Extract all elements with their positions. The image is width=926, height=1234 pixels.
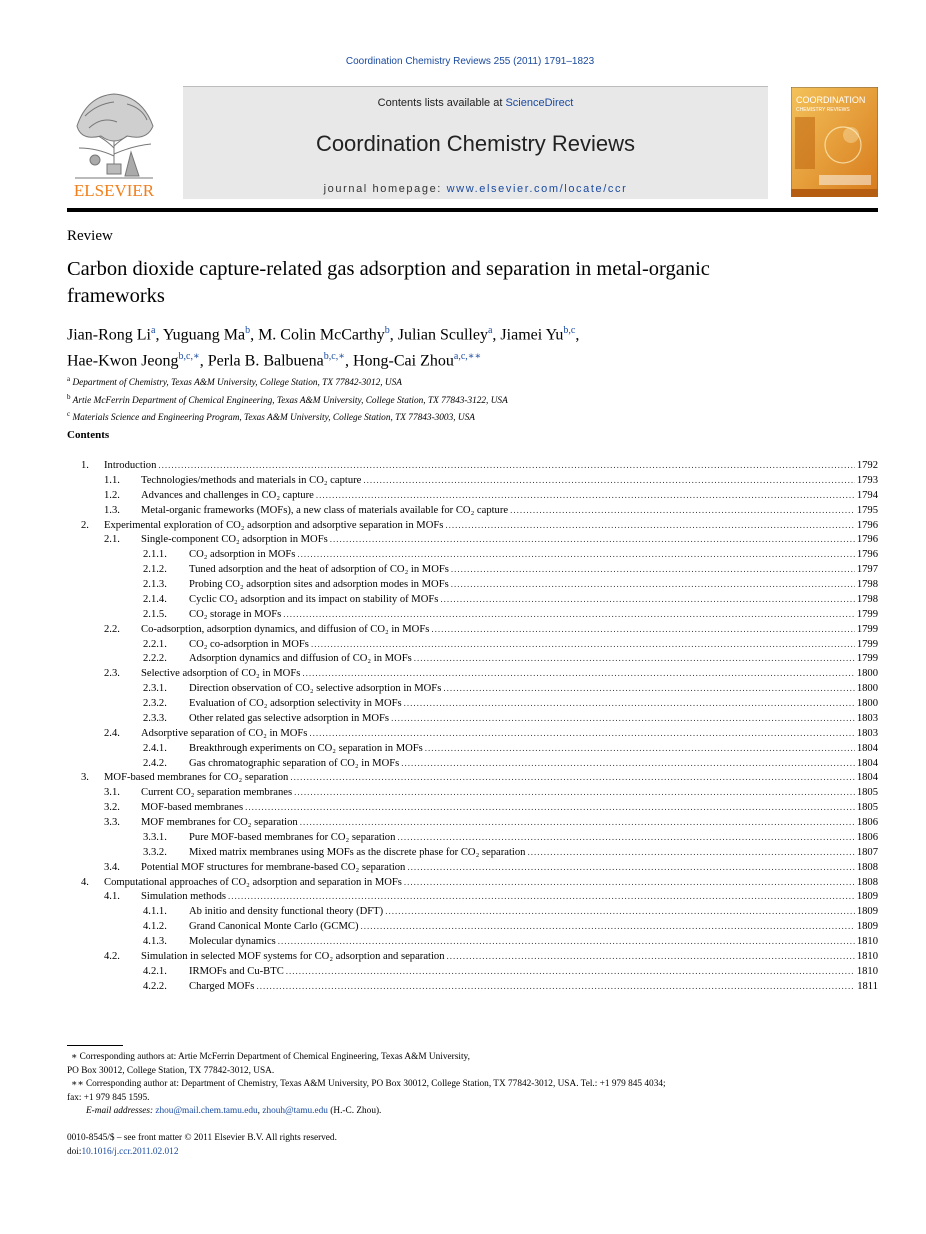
author-affiliation-marker[interactable]: b,c,∗ bbox=[178, 351, 200, 363]
toc-entry-number: 2.4.2. bbox=[143, 757, 167, 769]
toc-leader-dots bbox=[447, 949, 855, 964]
toc-entry-page: 1810 bbox=[856, 950, 878, 962]
affiliation-marker: c bbox=[67, 410, 71, 419]
toc-entry-title: Single-component CO₂ adsorption in MOFs bbox=[141, 534, 328, 546]
affiliation-list bbox=[67, 373, 847, 426]
toc-entry[interactable] bbox=[67, 949, 878, 964]
toc-entry-page: 1799 bbox=[856, 638, 878, 650]
toc-entry-title: CO₂ storage in MOFs bbox=[189, 608, 282, 620]
toc-entry-page: 1799 bbox=[856, 623, 878, 635]
toc-entry-number: 2.3.1. bbox=[143, 683, 167, 695]
toc-entry-number: 2.2.2. bbox=[143, 653, 167, 665]
toc-entry-title: CO₂ adsorption in MOFs bbox=[189, 549, 296, 561]
affiliation-text: Department of Chemistry, Texas A&M University, College Station, TX 77842-3012, USA bbox=[72, 378, 402, 389]
toc-leader-dots bbox=[330, 532, 855, 547]
toc-entry[interactable] bbox=[67, 547, 878, 562]
email-separator: , bbox=[257, 1106, 263, 1116]
author-separator: , bbox=[345, 352, 353, 370]
elsevier-wordmark: ELSEVIER bbox=[73, 181, 155, 200]
toc-leader-dots bbox=[297, 547, 854, 562]
toc-entry-number: 2.1. bbox=[104, 534, 120, 546]
toc-leader-dots bbox=[360, 919, 854, 934]
issn-line: 0010-8545/$ – see front matter © 2011 Elsevier B.V. All rights reserved. bbox=[67, 1133, 337, 1143]
email-label: E-mail addresses: bbox=[86, 1106, 156, 1116]
toc-entry-number: 2.1.1. bbox=[143, 549, 167, 561]
toc-leader-dots bbox=[401, 756, 855, 771]
article-type: Review bbox=[67, 228, 113, 244]
author-separator: , bbox=[575, 326, 580, 344]
toc-entry-page: 1809 bbox=[856, 906, 878, 918]
toc-leader-dots bbox=[431, 622, 854, 637]
toc-entry-page: 1804 bbox=[856, 772, 878, 784]
toc-entry[interactable] bbox=[67, 860, 878, 875]
toc-entry-number: 3.3.1. bbox=[143, 831, 167, 843]
toc-entry-page: 1807 bbox=[856, 846, 878, 858]
author-separator: , bbox=[389, 326, 398, 344]
toc-leader-dots bbox=[245, 800, 855, 815]
author-name: Perla B. Balbuena bbox=[207, 352, 324, 370]
toc-entry-title: Molecular dynamics bbox=[189, 936, 276, 947]
toc-entry-page: 1798 bbox=[856, 579, 878, 590]
author-affiliation-marker[interactable]: a bbox=[151, 325, 156, 336]
toc-entry-title: Cyclic CO₂ adsorption and its impact on stability of MOFs bbox=[189, 593, 439, 605]
toc-entry-number: 3.4. bbox=[104, 861, 120, 873]
author-name: Jiamei Yu bbox=[500, 326, 564, 344]
toc-entry[interactable] bbox=[67, 770, 878, 785]
author-affiliation-marker[interactable]: b,c bbox=[563, 325, 576, 336]
toc-leader-dots bbox=[527, 845, 854, 860]
toc-entry-number: 2.4. bbox=[104, 727, 120, 739]
toc-leader-dots bbox=[397, 830, 854, 845]
toc-entry[interactable] bbox=[67, 592, 878, 607]
affiliation bbox=[67, 373, 847, 391]
toc-entry[interactable] bbox=[67, 681, 878, 696]
toc-entry-number: 2.1.5. bbox=[143, 608, 167, 620]
affiliation-text: Materials Science and Engineering Program, Texas A&M University, College Station, TX 77843-3003, USA bbox=[72, 413, 475, 424]
toc-entry-title: Introduction bbox=[104, 460, 157, 471]
toc-entry-page: 1800 bbox=[856, 683, 878, 695]
toc-entry-page: 1803 bbox=[856, 727, 878, 739]
journal-banner bbox=[183, 86, 768, 199]
toc-entry[interactable] bbox=[67, 875, 878, 890]
toc-entry[interactable] bbox=[67, 726, 878, 741]
toc-entry[interactable] bbox=[67, 562, 878, 577]
toc-entry-number: 2.1.3. bbox=[143, 579, 167, 590]
author-separator: , bbox=[492, 326, 501, 344]
toc-entry-number: 2.3.3. bbox=[143, 712, 167, 724]
toc-entry-number: 4.2.2. bbox=[143, 980, 167, 992]
toc-entry-page: 1795 bbox=[856, 504, 878, 516]
header-rule bbox=[67, 208, 878, 212]
toc-entry-page: 1794 bbox=[856, 489, 878, 501]
homepage-prefix: journal homepage: bbox=[323, 183, 447, 195]
toc-entry[interactable] bbox=[67, 666, 878, 681]
toc-leader-dots bbox=[311, 637, 855, 652]
toc-entry-page: 1800 bbox=[856, 698, 878, 709]
toc-entry[interactable] bbox=[67, 934, 878, 949]
toc-leader-dots bbox=[385, 904, 855, 919]
toc-entry-page: 1809 bbox=[856, 891, 878, 903]
toc-entry-page: 1797 bbox=[856, 564, 878, 576]
toc-entry[interactable] bbox=[67, 741, 878, 756]
toc-entry-title: Grand Canonical Monte Carlo (GCMC) bbox=[189, 921, 359, 933]
author-name: Yuguang Ma bbox=[162, 326, 246, 344]
toc-leader-dots bbox=[451, 562, 855, 577]
toc-entry-title: Direction observation of CO₂ selective adsorption in MOFs bbox=[189, 683, 442, 695]
toc-entry[interactable] bbox=[67, 458, 878, 473]
imprint bbox=[67, 1132, 667, 1159]
toc-entry[interactable] bbox=[67, 651, 878, 666]
toc-entry-title: CO₂ co-adsorption in MOFs bbox=[189, 638, 309, 650]
toc-entry[interactable] bbox=[67, 696, 878, 711]
toc-entry-page: 1798 bbox=[856, 593, 878, 605]
toc-entry-title: MOF membranes for CO₂ separation bbox=[141, 817, 298, 828]
author-list bbox=[67, 320, 847, 373]
toc-entry-number: 4. bbox=[81, 876, 89, 888]
toc-leader-dots bbox=[363, 473, 854, 488]
toc-entry-page: 1806 bbox=[856, 817, 878, 828]
toc-entry-number: 3.2. bbox=[104, 802, 120, 814]
affiliation-marker: b bbox=[67, 392, 71, 401]
toc-entry-number: 2.1.2. bbox=[143, 564, 167, 576]
toc-entry[interactable] bbox=[67, 845, 878, 860]
toc-entry-page: 1796 bbox=[856, 534, 878, 546]
toc-leader-dots bbox=[290, 770, 854, 785]
author-name: Hae-Kwon Jeong bbox=[67, 352, 179, 370]
toc-entry-title: Experimental exploration of CO₂ adsorption and adsorptive separation in MOFs bbox=[104, 519, 444, 531]
author-separator: , bbox=[155, 326, 163, 344]
toc-entry-page: 1793 bbox=[856, 474, 878, 486]
toc-leader-dots bbox=[404, 696, 855, 711]
toc-entry[interactable] bbox=[67, 830, 878, 845]
toc-entry-title: Computational approaches of CO₂ adsorption and separation in MOFs bbox=[104, 876, 402, 888]
toc-entry-title: Adsorptive separation of CO₂ in MOFs bbox=[141, 727, 308, 739]
toc-entry-title: Ab initio and density functional theory (DFT) bbox=[189, 906, 384, 918]
toc-entry[interactable] bbox=[67, 711, 878, 726]
cover-title-line2: CHEMISTRY REVIEWS bbox=[796, 107, 850, 113]
toc-entry-title: Mixed matrix membranes using MOFs as the discrete phase for CO₂ separation bbox=[189, 846, 526, 858]
toc-entry-title: Simulation methods bbox=[141, 891, 227, 903]
toc-leader-dots bbox=[294, 785, 855, 800]
toc-leader-dots bbox=[407, 860, 854, 875]
toc-entry[interactable] bbox=[67, 577, 878, 592]
toc-entry-page: 1803 bbox=[856, 712, 878, 724]
toc-entry-title: Adsorption dynamics and diffusion of CO₂ in MOFs bbox=[189, 653, 412, 665]
toc-entry-title: Tuned adsorption and the heat of adsorption of CO₂ in MOFs bbox=[189, 564, 449, 576]
toc-entry-page: 1804 bbox=[856, 742, 878, 754]
footnote-corresponding-1-cont: PO Box 30012, College Station, TX 77842-3012, USA. bbox=[67, 1065, 275, 1076]
toc-entry-page: 1811 bbox=[857, 980, 878, 992]
toc-entry-number: 1. bbox=[81, 460, 89, 471]
toc-entry-title: Probing CO₂ adsorption sites and adsorption modes in MOFs bbox=[189, 579, 449, 590]
toc-entry-number: 4.2. bbox=[104, 950, 120, 962]
toc-entry-page: 1796 bbox=[856, 519, 878, 531]
toc-entry-page: 1810 bbox=[856, 936, 878, 947]
toc-entry-title: Technologies/methods and materials in CO₂ capture bbox=[141, 474, 362, 486]
toc-entry-number: 1.3. bbox=[104, 504, 120, 516]
author-affiliation-marker[interactable]: b bbox=[245, 325, 251, 336]
toc-leader-dots bbox=[283, 607, 855, 622]
toc-leader-dots bbox=[445, 518, 854, 533]
toc-entry-title: IRMOFs and Cu-BTC bbox=[189, 965, 284, 977]
toc-entry-number: 4.2.1. bbox=[143, 965, 167, 977]
email-suffix: (H.-C. Zhou). bbox=[327, 1106, 382, 1116]
journal-cover-thumbnail bbox=[791, 87, 878, 197]
affiliation bbox=[67, 391, 847, 409]
toc-entry-title: MOF-based membranes bbox=[141, 802, 244, 814]
journal-title: Coordination Chemistry Reviews bbox=[315, 131, 636, 156]
journal-citation-link[interactable]: Coordination Chemistry Reviews 255 (2011) 1791–1823 bbox=[345, 56, 595, 67]
toc-entry-number: 4.1.1. bbox=[143, 906, 167, 918]
masthead bbox=[67, 86, 878, 200]
toc-entry[interactable] bbox=[67, 488, 878, 503]
author-affiliation-marker[interactable]: b bbox=[384, 325, 390, 336]
toc-entry-page: 1805 bbox=[856, 802, 878, 814]
toc-entry[interactable] bbox=[67, 919, 878, 934]
toc-entry-number: 2.4.1. bbox=[143, 742, 167, 754]
toc-leader-dots bbox=[316, 488, 855, 503]
toc-entry-number: 1.1. bbox=[104, 474, 120, 486]
contents-available-line bbox=[183, 97, 768, 109]
homepage-link[interactable]: www.elsevier.com/locate/ccr bbox=[446, 183, 628, 195]
toc-entry[interactable] bbox=[67, 785, 878, 800]
toc-entry-title: Advances and challenges in CO₂ capture bbox=[141, 489, 314, 501]
email-link-1[interactable]: zhou@mail.chem.tamu.edu bbox=[155, 1106, 258, 1116]
toc-entry-page: 1808 bbox=[856, 876, 878, 888]
toc-entry[interactable] bbox=[67, 518, 878, 533]
toc-entry-number: 2.1.4. bbox=[143, 593, 167, 605]
footnote-corresponding-2-cont: fax: +1 979 845 1595. bbox=[67, 1092, 150, 1103]
contents-heading: Contents bbox=[67, 429, 110, 441]
toc-entry[interactable] bbox=[67, 637, 878, 652]
author-name: Hong-Cai Zhou bbox=[353, 352, 454, 370]
footnote-emails bbox=[67, 1105, 847, 1119]
author-affiliation-marker[interactable]: a,c,∗∗ bbox=[453, 351, 482, 363]
toc-entry-number: 3.1. bbox=[104, 787, 120, 799]
toc-entry-title: Metal-organic frameworks (MOFs), a new class of materials available for CO₂ capture bbox=[141, 504, 509, 516]
toc-entry-number: 2. bbox=[81, 519, 89, 531]
toc-leader-dots bbox=[391, 711, 855, 726]
toc-entry-number: 2.3. bbox=[104, 668, 120, 680]
footnote-corresponding-2: ∗∗ Corresponding author at: Department of Chemistry, Texas A&M University, PO Box 30012, College Station, TX 77842-3012, USA. Tel.: +1 979 845 4034; bbox=[71, 1079, 666, 1089]
toc-leader-dots bbox=[302, 666, 854, 681]
affiliation-marker: a bbox=[67, 375, 71, 383]
author-separator: , bbox=[250, 326, 259, 344]
sciencedirect-link[interactable]: ScienceDirect bbox=[505, 97, 574, 109]
toc-entry[interactable] bbox=[67, 607, 878, 622]
author-affiliation-marker[interactable]: b,c,∗ bbox=[323, 351, 345, 363]
affiliation bbox=[67, 408, 847, 426]
author-affiliation-marker[interactable]: a bbox=[487, 325, 493, 336]
toc-leader-dots bbox=[300, 815, 855, 830]
toc-leader-dots bbox=[228, 889, 855, 904]
toc-entry-number: 3.3. bbox=[104, 817, 120, 828]
contents-prefix: Contents lists available at bbox=[377, 97, 506, 109]
toc-entry[interactable] bbox=[67, 756, 878, 771]
toc-entry-page: 1796 bbox=[856, 549, 878, 561]
toc-leader-dots bbox=[440, 592, 854, 607]
toc-entry-title: Breakthrough experiments on CO₂ separation in MOFs bbox=[189, 742, 423, 754]
toc-entry-title: Current CO₂ separation membranes bbox=[141, 787, 293, 799]
author-name: Jian-Rong Li bbox=[67, 326, 151, 344]
toc-leader-dots bbox=[286, 964, 855, 979]
toc-entry-page: 1799 bbox=[856, 608, 878, 620]
toc-entry-page: 1806 bbox=[856, 831, 878, 843]
toc-entry-page: 1810 bbox=[856, 965, 878, 977]
toc-entry-title: Pure MOF-based membranes for CO₂ separation bbox=[189, 831, 396, 843]
toc-entry[interactable] bbox=[67, 800, 878, 815]
toc-entry-page: 1809 bbox=[856, 921, 878, 933]
toc-entry-title: Simulation in selected MOF systems for CO₂ adsorption and separation bbox=[141, 950, 445, 962]
toc-entry-title: Selective adsorption of CO₂ in MOFs bbox=[141, 668, 301, 680]
toc-entry-page: 1792 bbox=[856, 460, 878, 471]
doi-prefix: doi: bbox=[67, 1146, 82, 1157]
author-name: M. Colin McCarthy bbox=[258, 326, 385, 344]
doi-link[interactable]: 10.1016/j.ccr.2011.02.012 bbox=[81, 1146, 179, 1157]
toc-leader-dots bbox=[158, 458, 854, 473]
toc-entry-title: Evaluation of CO₂ adsorption selectivity in MOFs bbox=[189, 698, 402, 709]
toc-entry-title: Charged MOFs bbox=[189, 980, 255, 992]
toc-entry[interactable] bbox=[67, 979, 878, 994]
toc-entry[interactable] bbox=[67, 815, 878, 830]
toc-leader-dots bbox=[404, 875, 855, 890]
toc-entry-page: 1808 bbox=[856, 861, 878, 873]
footnote-corresponding-1: ∗ Corresponding authors at: Artie McFerrin Department of Chemical Engineering, Texas A&M University, bbox=[71, 1052, 470, 1062]
toc-entry-page: 1800 bbox=[856, 668, 878, 680]
toc-entry-title: MOF-based membranes for CO₂ separation bbox=[104, 772, 289, 784]
toc-entry-page: 1799 bbox=[856, 653, 878, 665]
affiliation-text: Artie McFerrin Department of Chemical Engineering, Texas A&M University, College Station, TX 77843-3122, USA bbox=[72, 395, 508, 406]
toc-entry-title: Other related gas selective adsorption in MOFs bbox=[189, 712, 390, 724]
cover-title-line1: COORDINATION bbox=[796, 95, 866, 105]
toc-entry[interactable] bbox=[67, 904, 878, 919]
toc-leader-dots bbox=[256, 979, 855, 994]
toc-entry-number: 3. bbox=[81, 772, 89, 784]
toc-leader-dots bbox=[510, 503, 855, 518]
toc-entry-number: 4.1.2. bbox=[143, 921, 167, 933]
toc-entry-page: 1805 bbox=[856, 787, 878, 799]
toc-entry-page: 1804 bbox=[856, 757, 878, 769]
toc-entry-number: 2.2. bbox=[104, 623, 120, 635]
toc-leader-dots bbox=[443, 681, 855, 696]
elsevier-tree-logo bbox=[67, 86, 161, 200]
toc-leader-dots bbox=[414, 651, 855, 666]
toc-leader-dots bbox=[278, 934, 855, 949]
author-separator: , bbox=[199, 352, 208, 370]
toc-entry[interactable] bbox=[67, 622, 878, 637]
toc-entry[interactable] bbox=[67, 964, 878, 979]
email-link-2[interactable]: zhouh@tamu.edu bbox=[262, 1106, 328, 1116]
toc-leader-dots bbox=[309, 726, 854, 741]
toc-leader-dots bbox=[451, 577, 855, 592]
article-title: Carbon dioxide capture-related gas adsorption and separation in metal-organic frameworks bbox=[67, 258, 710, 307]
toc-entry[interactable] bbox=[67, 473, 878, 488]
doi-line bbox=[67, 1146, 667, 1160]
journal-homepage-line bbox=[183, 183, 768, 195]
author-name: Julian Sculley bbox=[397, 326, 488, 344]
toc-entry-number: 4.1. bbox=[104, 891, 120, 903]
toc-entry-number: 2.2.1. bbox=[143, 638, 167, 650]
toc-entry-number: 1.2. bbox=[104, 489, 120, 501]
toc-entry-title: Potential MOF structures for membrane-based CO₂ separation bbox=[141, 861, 406, 873]
running-head bbox=[0, 56, 926, 67]
toc-leader-dots bbox=[425, 741, 855, 756]
footnotes bbox=[67, 1051, 847, 1119]
toc-entry-number: 3.3.2. bbox=[143, 846, 167, 858]
toc-entry[interactable] bbox=[67, 889, 878, 904]
toc-entry-number: 4.1.3. bbox=[143, 936, 167, 947]
toc-entry[interactable] bbox=[67, 503, 878, 518]
footnote-rule bbox=[67, 1045, 123, 1046]
toc-entry-title: Co-adsorption, adsorption dynamics, and diffusion of CO₂ in MOFs bbox=[141, 623, 430, 635]
table-of-contents bbox=[67, 458, 878, 994]
toc-entry-number: 2.3.2. bbox=[143, 698, 167, 709]
toc-entry-title: Gas chromatographic separation of CO₂ in MOFs bbox=[189, 757, 400, 769]
toc-entry[interactable] bbox=[67, 532, 878, 547]
